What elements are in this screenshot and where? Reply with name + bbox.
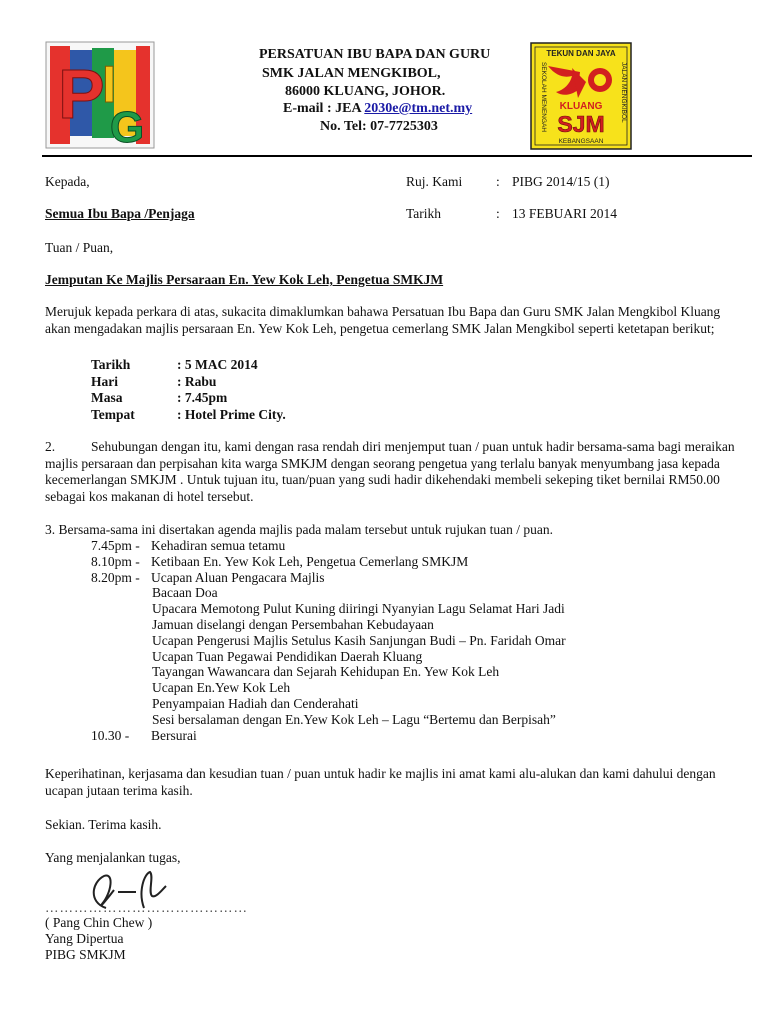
logo-bottom-text: KEBANGSAAN [558, 138, 604, 145]
signer-name: ( Pang Chin Chew ) [45, 915, 153, 930]
signer-org: PIBG SMKJM [45, 947, 126, 962]
agenda-subitem: Tayangan Wawancara dan Sejarah Kehidupan En. Yew Kok Leh [152, 664, 500, 680]
email-link[interactable]: 2030e@tm.net.my [364, 101, 473, 116]
sjm-logo-graphic [530, 42, 632, 150]
phone-line: No. Tel: 07-7725303 [320, 119, 438, 134]
school-name: SMK JALAN MENGKIBOL, [262, 66, 441, 81]
agenda-time: 8.10pm - [91, 553, 140, 569]
agenda-subitem: Ucapan Tuan Pegawai Pendidikan Daerah Kluang [152, 648, 423, 664]
detail-row [91, 390, 286, 407]
date-colon: : [496, 206, 500, 221]
paragraph-2 [45, 439, 735, 505]
email-line [283, 101, 472, 117]
logo-left-text: SEKOLAH MENENGAH [540, 62, 547, 133]
para2-number: 2. [45, 439, 56, 454]
logo-right-text: JALAN MENGKIBOL [620, 62, 627, 123]
agenda-item: Bersurai [151, 727, 197, 743]
agenda-subitem: Jamuan diselangi dengan Persembahan Kebudayaan [152, 616, 434, 632]
detail-label: Hari [91, 373, 118, 389]
pibg-logo-graphic [44, 40, 156, 150]
ref-label: Ruj. Kami [406, 174, 463, 189]
logo-city-text: KLUANG [559, 101, 603, 112]
intro-paragraph: Merujuk kepada perkara di atas, sukacita dimaklumkan bahawa Persatuan Ibu Bapa dan Guru SMK Jalan Mengkibol Kluang akan mengadakan majlis persaraan En. Yew Kok Leh, pengetua cemerlang SMK Jalan Mengkibol seperti ketetapan berikut; [45, 304, 721, 336]
detail-value: : 5 MAC 2014 [177, 357, 258, 372]
agenda-item: Ucapan Aluan Pengacara Majlis [151, 569, 325, 585]
paragraph-3: 3. Bersama-sama ini disertakan agenda majlis pada malam tersebut untuk rujukan tuan / puan. [45, 522, 553, 537]
detail-row [91, 407, 286, 424]
detail-row [91, 374, 286, 391]
svg-text:I: I [102, 56, 117, 114]
agenda-subitem: Penyampaian Hadiah dan Cenderahati [152, 695, 359, 711]
pibg-logo [44, 40, 156, 150]
org-name: PERSATUAN IBU BAPA DAN GURU [259, 47, 491, 62]
date-label: Tarikh [406, 206, 442, 221]
ref-value: PIBG 2014/15 (1) [512, 174, 610, 189]
agenda-subitem: Bacaan Doa [152, 585, 218, 601]
svg-text:G: G [110, 103, 145, 150]
agenda-time: 8.20pm - [91, 569, 140, 585]
agenda-time: 10.30 - [91, 727, 130, 743]
para2-text: Sehubungan dengan itu, kami dengan rasa rendah diri menjemput tuan / puan untuk hadir bersama-sama bagi meraikan majlis persaraan dan perpisahan kita warga SMKJM dengan seorang pengetua yang terlalu banyak menyumbang jasa kepada kecemerlangan SMKJM . Untuk tujuan itu, tuan/puan yang sudi hadir dikehendaki membeli sekeping tiket bernilai RM50.00 sebagai kos makanan di hotel tersebut. [45, 439, 735, 504]
header-divider [42, 155, 752, 157]
detail-label: Tarikh [91, 357, 131, 372]
detail-value: : Rabu [177, 373, 217, 389]
svg-text:P: P [58, 55, 105, 133]
agenda-subitem: Upacara Memotong Pulut Kuning diiringi Nyanyian Lagu Selamat Hari Jadi [152, 601, 565, 617]
logo-top-text: TEKUN DAN JAYA [546, 49, 616, 58]
sjm-logo [530, 42, 632, 150]
agenda-item: Kehadiran semua tetamu [151, 538, 286, 553]
salutation: Tuan / Puan, [45, 240, 114, 255]
event-details [91, 357, 286, 423]
agenda-subitem: Ucapan Pengerusi Majlis Setulus Kasih Sanjungan Budi – Pn. Faridah Omar [152, 632, 566, 648]
agenda-row [91, 538, 566, 554]
detail-row [91, 357, 286, 374]
recipient: Semua Ibu Bapa /Penjaga [45, 206, 195, 221]
email-label: E-mail : JEA [283, 101, 361, 116]
detail-value: : Hotel Prime City. [177, 406, 286, 422]
detail-label: Tempat [91, 406, 135, 422]
agenda-row [91, 554, 566, 570]
agenda-row [91, 570, 566, 586]
school-address: 86000 KLUANG, JOHOR. [285, 84, 446, 99]
agenda-time: 7.45pm - [91, 538, 140, 553]
detail-label: Masa [91, 390, 123, 405]
to-label: Kepada, [45, 174, 90, 189]
date-value: 13 FEBUARI 2014 [512, 206, 618, 221]
signoff: Yang menjalankan tugas, [45, 850, 181, 865]
signature-dots: …………………………………… [45, 900, 248, 915]
agenda-subitem: Sesi bersalaman dengan En.Yew Kok Leh – Lagu “Bertemu dan Berpisah” [152, 711, 556, 727]
logo-abbr-text: SJM [557, 111, 605, 137]
subject: Jemputan Ke Majlis Persaraan En. Yew Kok Leh, Pengetua SMKJM [45, 272, 444, 287]
ref-colon: : [496, 174, 500, 189]
signer-title: Yang Dipertua [45, 931, 124, 946]
agenda [91, 538, 566, 743]
closing-paragraph: Keperihatinan, kerjasama dan kesudian tuan / puan untuk hadir ke majlis ini amat kami alu-alukan dan kami dahului dengan ucapan jutaan terima kasih. [45, 766, 716, 798]
thanks-line: Sekian. Terima kasih. [45, 817, 162, 832]
agenda-item: Ketibaan En. Yew Kok Leh, Pengetua Cemerlang SMKJM [151, 553, 469, 569]
agenda-subitem: Ucapan En.Yew Kok Leh [152, 680, 291, 696]
detail-value: : 7.45pm [177, 390, 228, 405]
agenda-row [91, 728, 566, 744]
